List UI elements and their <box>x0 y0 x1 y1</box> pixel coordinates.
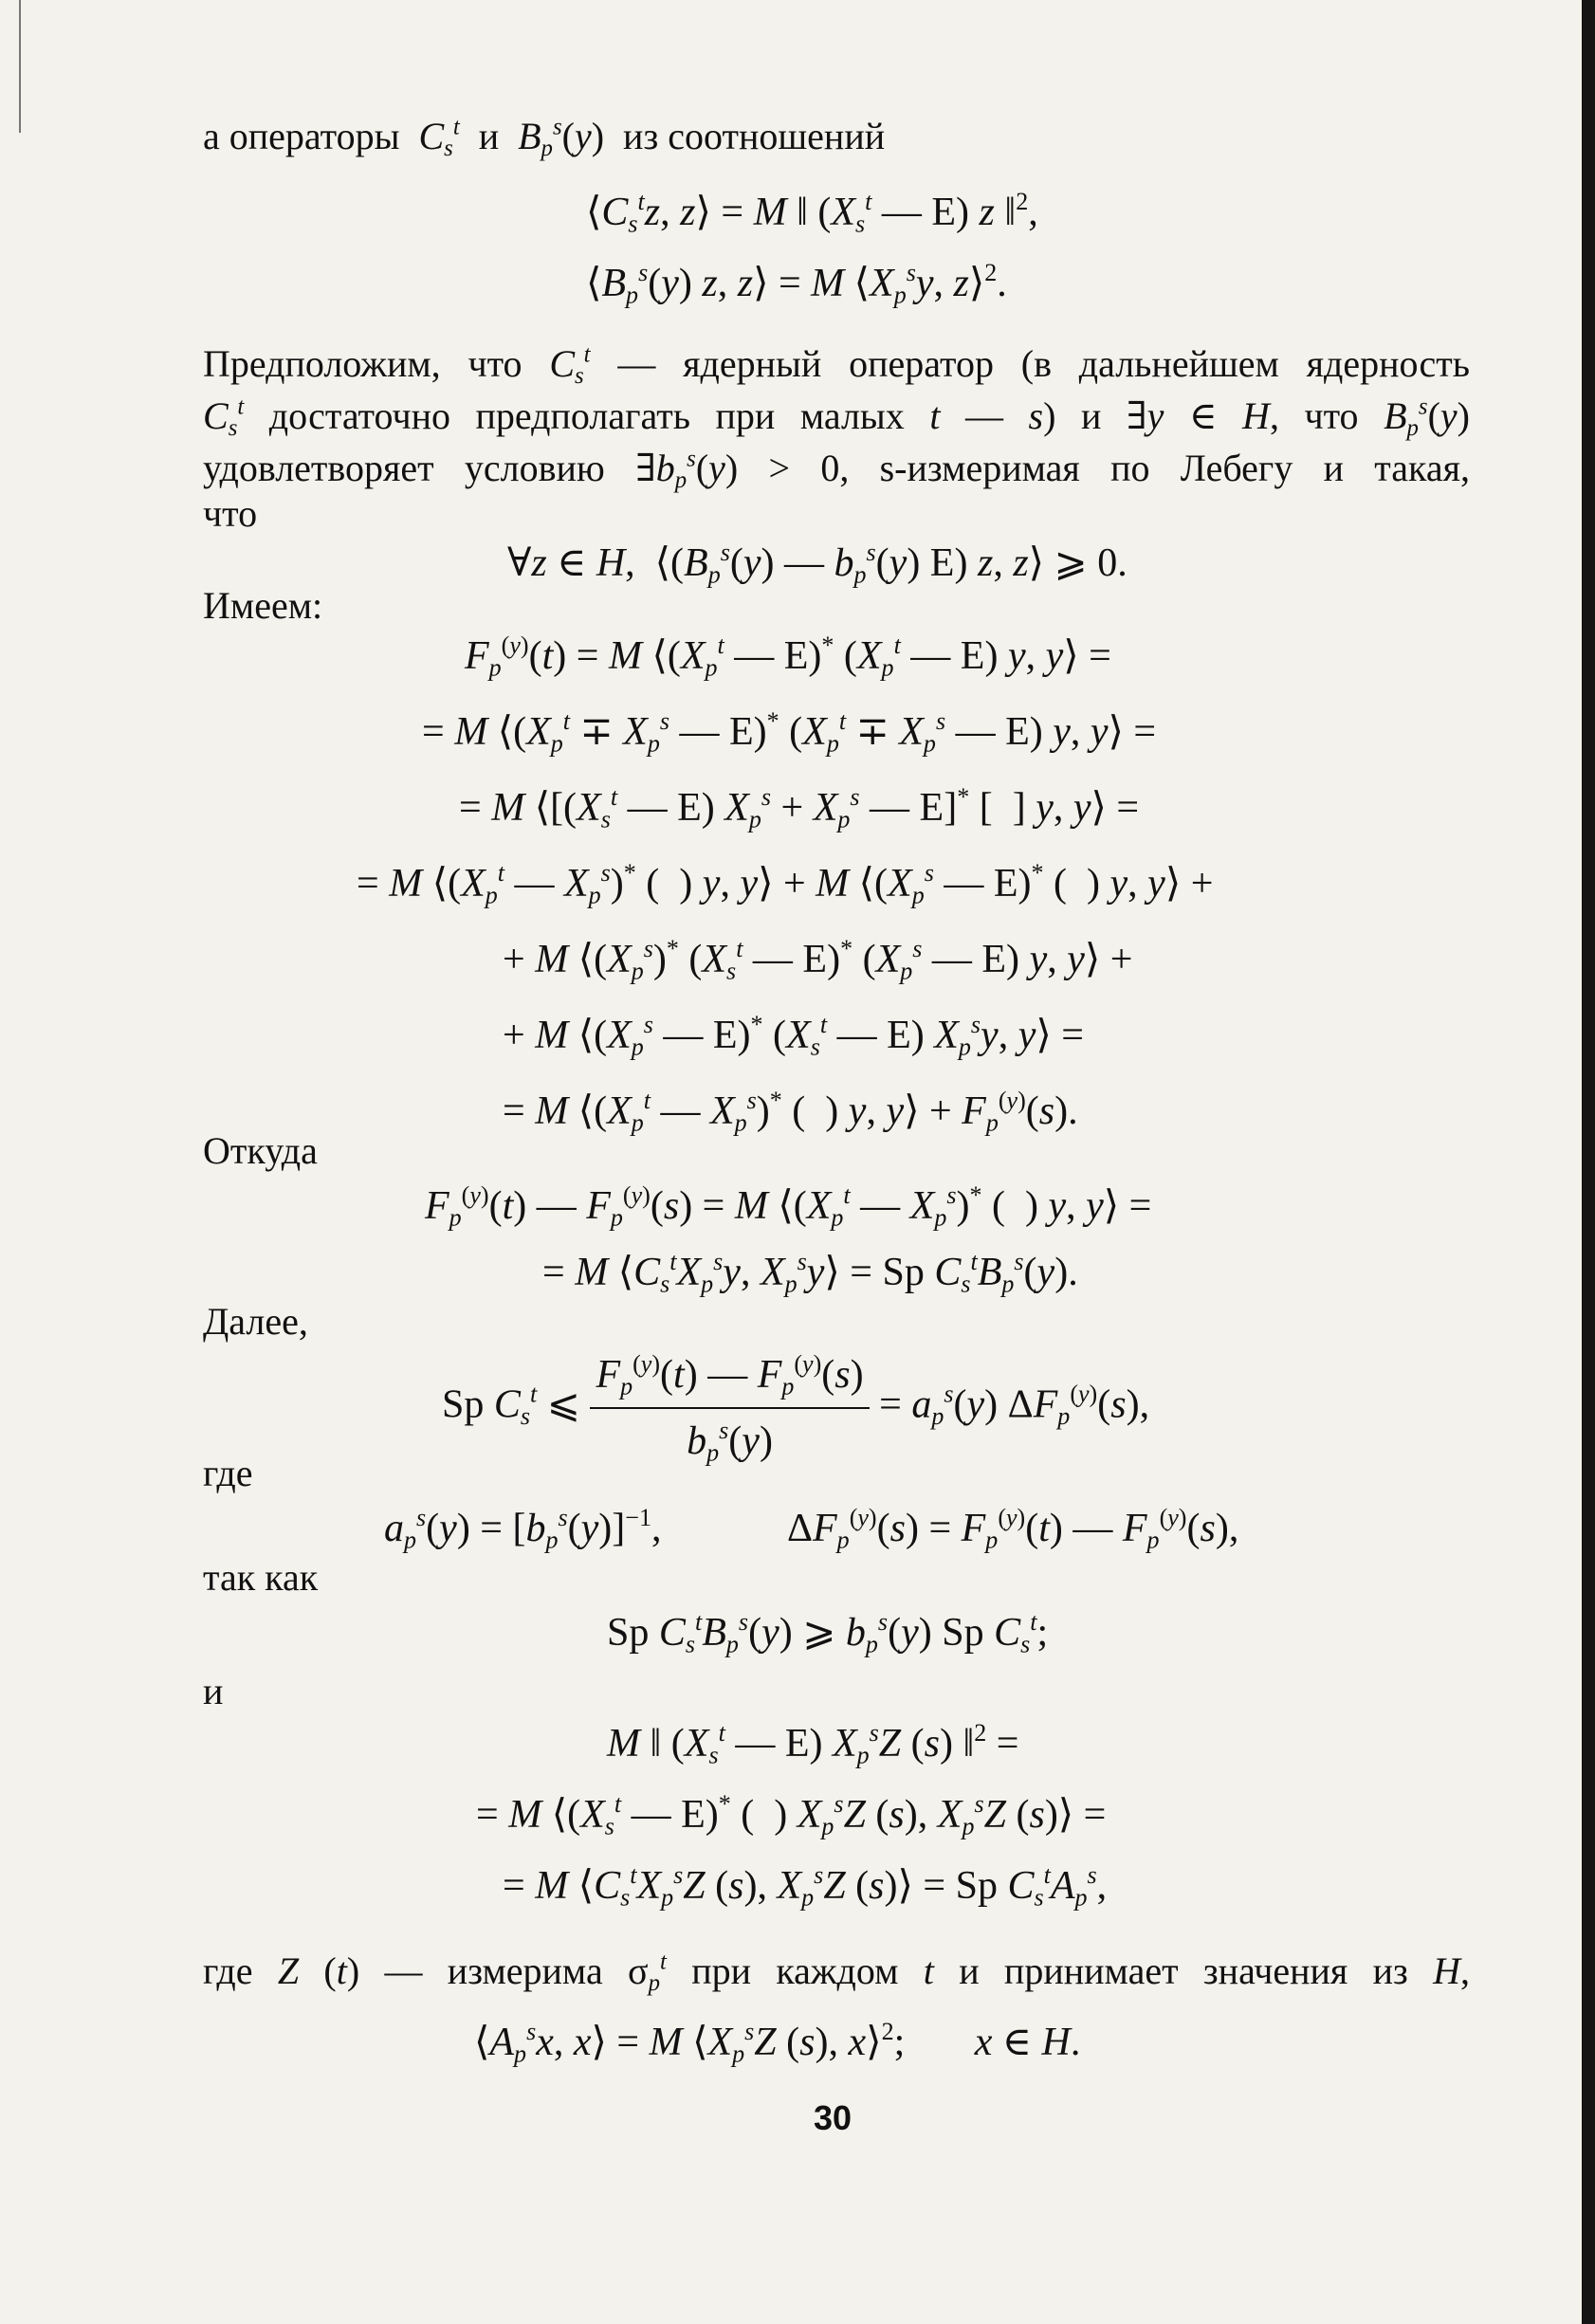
final-text-line: где Z (t) — измерима $\sigma_p^t$ при каждом t и принимает значения из H, <box>203 1949 1471 1996</box>
paragraph-line-4: что <box>203 492 258 535</box>
equation-f-6: + M $⟨(X_p^s$ — E)* ($X_s^t$ — E) $X_p^sy$, y⟩ = <box>503 1010 1084 1061</box>
equation-a-operator: $⟨A_p^sx$, x⟩ = M $⟨X_p^sZ$ (s), x⟩$^2$; x ∈ H. <box>474 2017 1081 2068</box>
equation-c-def: $⟨C_s^tz$, z⟩ = M ‖ ($X_s^t$ — E) z ‖$^2$, <box>586 187 1038 238</box>
equation-z-2: = M $⟨(X_s^t$ — E)* ( ) $X_p^sZ$ (s), $X_p^sZ$ (s)⟩ = <box>476 1789 1107 1840</box>
page-number: 30 <box>814 2098 852 2137</box>
equation-z-3: = M $⟨C_s^tX_p^sZ$ (s), $X_p^sZ$ (s)⟩ = Sp $C_s^tA_p^s$, <box>503 1860 1108 1912</box>
label-i: и <box>203 1670 224 1712</box>
equation-f-4: = M $⟨(X_p^t$ — $X_p^s)^*$ ( ) y, y⟩ + M $⟨(X_p^s$ — E)* ( ) y, y⟩ + <box>357 858 1214 909</box>
scan-edge-mark <box>19 0 21 133</box>
equation-positivity: ∀z ∈ H, $⟨(B_p^s(y)$ — $b_p^s(y)$ E) z, z⟩ ⩾ 0. <box>507 538 1128 589</box>
equation-z-1: M ‖ ($X_s^t$ — E) $X_p^sZ$ (s) ‖$^2$ = <box>607 1718 1019 1769</box>
equation-delta-def: $\Delta F_p^{(y)}(s) = F_p^{(y)}(t)$ — $F_p^{(y)}(s)$, <box>787 1503 1239 1554</box>
paragraph-line-2: $C_s^t$ достаточно предполагать при малых t — s) и ∃y ∈ H, что $B_p^s(y)$ <box>203 393 1470 441</box>
equation-f-1: $F_p^{(y)}(t) = M$ $⟨(X_p^t$ — E)* ($X_p^t$ — E) y, y⟩ = <box>465 631 1111 682</box>
equation-f-5: + M $⟨(X_p^s)^*$ ($X_s^t$ — E)* ($X_p^s$ — E) y, y⟩ + <box>503 934 1133 985</box>
equation-trace-bound: Sp $C_s^t$ ⩽ $\frac{F_p^{(y)}(t) — F_p^{(y)}(s)}{b_p^s(y)}$ = $a_p^s(y)$ $\Delta F_p^{(y)}(s)$, <box>442 1346 1149 1470</box>
scan-edge-shadow <box>1582 0 1595 2324</box>
equation-f-7: = M $⟨(X_p^t$ — $X_p^s)^*$ ( ) y, y⟩ + $F_p^{(y)}(s)$. <box>503 1086 1078 1137</box>
label-imeem: Имеем: <box>203 584 323 627</box>
intro-line: а операторы $C_s^t$ и $B_p^s(y)$ из соотношений <box>203 114 886 161</box>
equation-f-3: = M $⟨[(X_s^t$ — E) $X_p^s + X_p^s$ — E]* [ ] y, y⟩ = <box>459 782 1140 833</box>
label-dalee: Далее, <box>203 1300 308 1343</box>
label-otkuda: Откуда <box>203 1129 318 1172</box>
label-gde: где <box>203 1452 253 1494</box>
equation-a-def: $a_p^s(y) = [b_p^s(y)]^{-1}$, <box>384 1503 662 1554</box>
equation-b-def: $⟨B_p^s(y)$ z, z⟩ = M $⟨X_p^sy$, z⟩$^2$. <box>586 258 1007 309</box>
paragraph-line-1: Предположим, что $C_s^t$ — ядерный оператор (в дальнейшем ядерность <box>203 341 1471 389</box>
paragraph-line-3: удовлетворяет условию $\exists b_p^s(y) > 0$, s-измеримая по Лебегу и такая, <box>203 446 1470 493</box>
equation-f-2: = M $⟨(X_p^t \mp X_p^s$ — E)* ($X_p^t \mp X_p^s$ — E) y, y⟩ = <box>422 706 1157 758</box>
equation-diff-2: = M $⟨C_s^tX_p^sy$, $X_p^sy⟩ = Sp$ $C_s^tB_p^s(y)$. <box>542 1247 1078 1298</box>
equation-trace-ineq: Sp $C_s^tB_p^s(y)$ ⩾ $b_p^s(y)$ Sp $C_s^t$; <box>607 1607 1049 1658</box>
label-tak-kak: так как <box>203 1556 319 1599</box>
fraction: $\frac{F_p^{(y)}(t) — F_p^{(y)}(s)}{b_p^s(y)}$ <box>590 1346 869 1470</box>
equation-diff-1: $F_p^{(y)}(t)$ — $F_p^{(y)}(s) = M$ $⟨(X_p^t$ — $X_p^s)^*$ ( ) y, y⟩ = <box>425 1180 1152 1232</box>
